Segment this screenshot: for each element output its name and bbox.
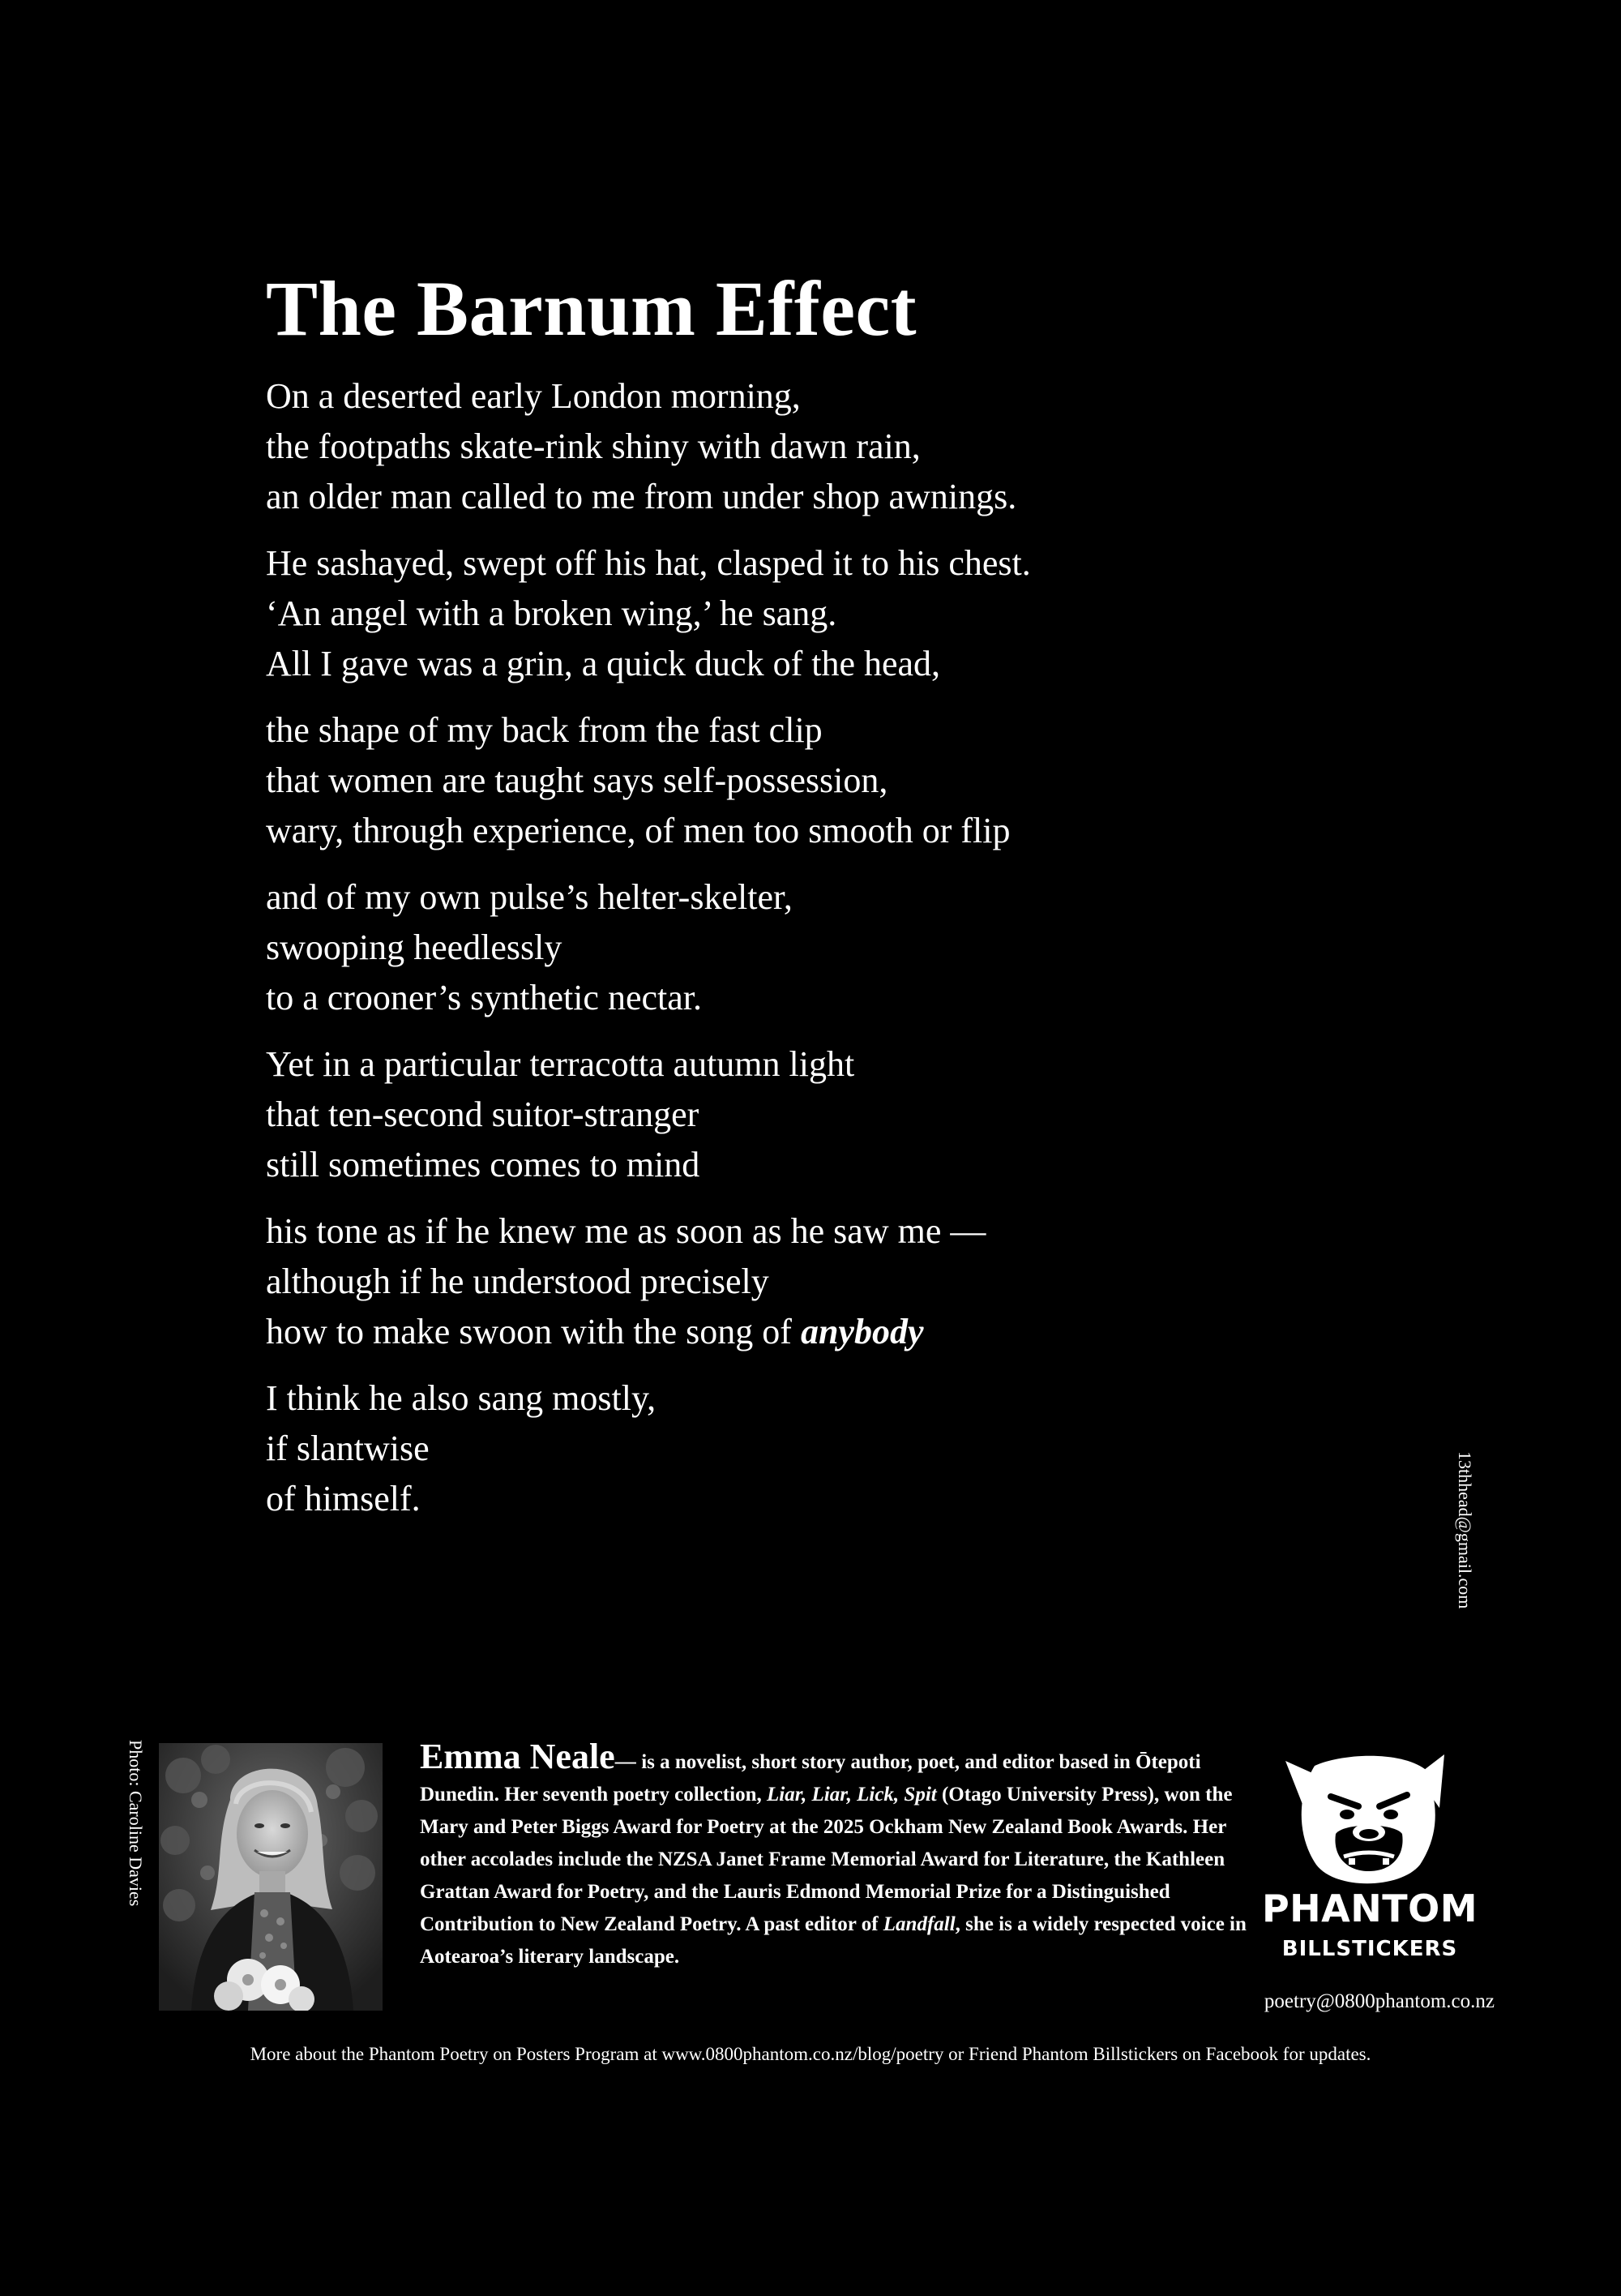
emphasized-word: anybody bbox=[800, 1312, 924, 1351]
book-title: Liar, Liar, Lick, Spit bbox=[766, 1784, 937, 1806]
poem-line: of himself. bbox=[266, 1479, 421, 1519]
bio-text: , she is a widely respected voice in Aotearoa’s literary landscape. bbox=[420, 1913, 1247, 1968]
contact-email[interactable]: poetry@0800phantom.co.nz bbox=[1264, 1990, 1495, 2012]
poem-line: All I gave was a grin, a quick duck of the head, bbox=[266, 644, 941, 683]
poem-line: wary, through experience, of men too smooth or flip bbox=[266, 811, 1011, 850]
bio-text: is a novelist, short story author, poet, and editor based in Ōtepoti Dunedin. Her seventh poetry collection, bbox=[420, 1751, 1201, 1806]
logo-subtitle: BILLSTICKERS bbox=[1281, 1937, 1458, 1961]
stanza bbox=[266, 1206, 1449, 1357]
poem-line: that ten-second suitor-stranger bbox=[266, 1094, 699, 1134]
poem-line: the shape of my back from the fast clip bbox=[266, 710, 823, 750]
photo-credit bbox=[122, 1740, 151, 1934]
stanza bbox=[266, 872, 1449, 1023]
photo-credit-text: Photo: Caroline Davies bbox=[126, 1740, 146, 1907]
poem-line: He sashayed, swept off his hat, clasped it to his chest. bbox=[266, 543, 1031, 583]
bulldog-head-icon bbox=[1247, 1743, 1490, 1889]
journal-title: Landfall bbox=[883, 1913, 956, 1935]
poem-line: that women are taught says self-possession, bbox=[266, 760, 888, 800]
footer-note: More about the Phantom Poetry on Posters Program at www.0800phantom.co.nz/blog/poetry or Friend Phantom Billstickers on Facebook for updates. bbox=[250, 2044, 1371, 2064]
poem-title: The Barnum Effect bbox=[266, 265, 917, 352]
poem-line-text: how to make swoon with the song of bbox=[266, 1312, 792, 1351]
author-name: Emma Neale bbox=[420, 1737, 615, 1776]
bio-dash: — bbox=[614, 1750, 642, 1773]
stanza bbox=[266, 371, 1449, 522]
poem-line: Yet in a particular terracotta autumn light bbox=[266, 1044, 855, 1084]
side-email-text: 13thhead@gmail.com bbox=[1455, 1451, 1475, 1609]
stanza bbox=[266, 1039, 1449, 1190]
bio-text: (Otago University Press), won the Mary and Peter Biggs Award for Poetry at the 2025 Ockham New Zealand Book Awards. Her other accolades include the NZSA Janet Frame Memorial Award for Literature, the Kathleen Grattan Award for Poetry, and the Lauris Edmond Memorial Prize for a Distinguished Contribution to New Zealand Poetry. A past editor of bbox=[420, 1784, 1233, 1935]
poem-line: swooping heedlessly bbox=[266, 927, 562, 967]
logo-wordmark: PHANTOM bbox=[1261, 1887, 1478, 1930]
poem-line: and of my own pulse’s helter-skelter, bbox=[266, 877, 793, 917]
stanza bbox=[266, 705, 1449, 856]
stanza bbox=[266, 538, 1449, 689]
poem bbox=[266, 264, 1449, 1540]
poem-line: I think he also sang mostly, bbox=[266, 1378, 657, 1418]
stanza bbox=[266, 1373, 1449, 1524]
poem-line: his tone as if he knew me as soon as he saw me — bbox=[266, 1211, 986, 1251]
author-portrait-image bbox=[159, 1743, 383, 2011]
poem-line bbox=[266, 1307, 1449, 1357]
author-photo bbox=[159, 1743, 383, 2011]
poem-line: an older man called to me from under shop awnings. bbox=[266, 477, 1017, 516]
poem-line: to a crooner’s synthetic nectar. bbox=[266, 978, 702, 1017]
poem-line: if slantwise bbox=[266, 1429, 430, 1468]
author-bio bbox=[420, 1735, 1263, 1973]
poem-line: ‘An angel with a broken wing,’ he sang. bbox=[266, 593, 837, 633]
poem-line: although if he understood precisely bbox=[266, 1262, 769, 1301]
side-email bbox=[1451, 1451, 1483, 1630]
poem-line: On a deserted early London morning, bbox=[266, 376, 801, 416]
poem-line: the footpaths skate-rink shiny with dawn rain, bbox=[266, 426, 921, 466]
poem-line: still sometimes comes to mind bbox=[266, 1145, 700, 1184]
